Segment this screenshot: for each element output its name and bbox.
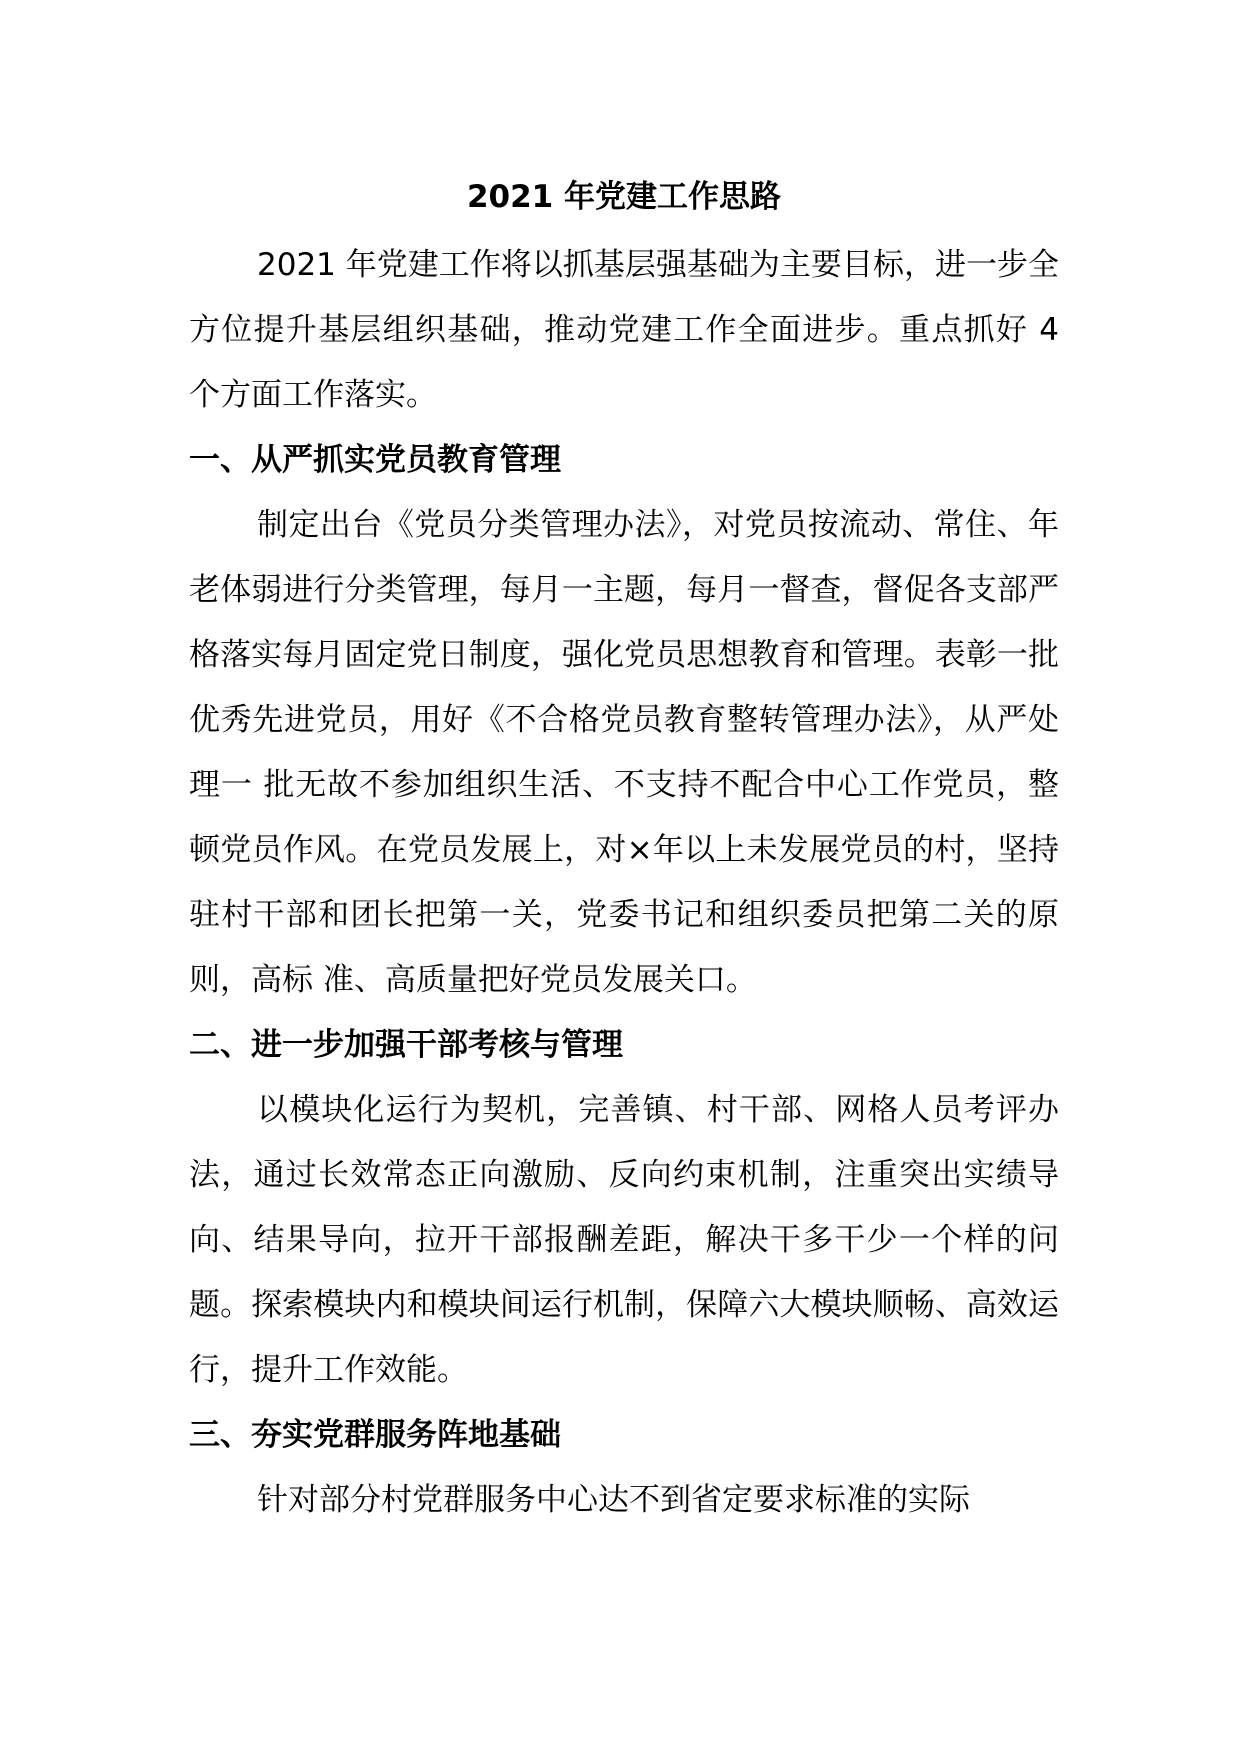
section-2-heading: 二、进一步加强干部考核与管理 — [189, 1027, 623, 1063]
section-3-heading: 三、夯实党群服务阵地基础 — [189, 1417, 561, 1453]
section-1-heading: 一、从严抓实党员教育管理 — [189, 442, 561, 478]
section-3-body: 针对部分村党群服务中心达不到省定要求标准的实际 — [257, 1482, 970, 1518]
document-title: 2021 年党建工作思路 — [466, 179, 782, 215]
section-1-body: 制定出台《党员分类管理办法》，对党员按流动、常住、年老体弱进行分类管理，每月一主题，每月一督查，督促各支部严格落实每月固定党日制度，强化党员思想教育和管理。表彰一批优秀先进党员，用好《不合格党员教育整转管理办法》，从严处理一 批无故不参加组织生活、不支持不配合中心工作党员，整顿党员作风。在党员发展上，对×年以上未发展党员的村，坚持驻村干部和团长把第一关，党委书记和组织委员把第二关的原则，高标 准、高质量把好党员发展关口。 — [189, 507, 1059, 998]
document-content — [189, 170, 1059, 1533]
section-2-body: 以模块化运行为契机，完善镇、村干部、网格人员考评办法，通过长效常态正向激励、反向约束机制，注重突出实绩导向、结果导向，拉开干部报酬差距，解决干多干少一个样的问题。探索模块内和模块间运行机制，保障六大模块顺畅、高效运行，提升工作效能。 — [189, 1092, 1059, 1388]
intro-paragraph: 2021 年党建工作将以抓基层强基础为主要目标，进一步全方位提升基层组织基础，推动党建工作全面进步。重点抓好 4 个方面工作落实。 — [189, 247, 1059, 413]
